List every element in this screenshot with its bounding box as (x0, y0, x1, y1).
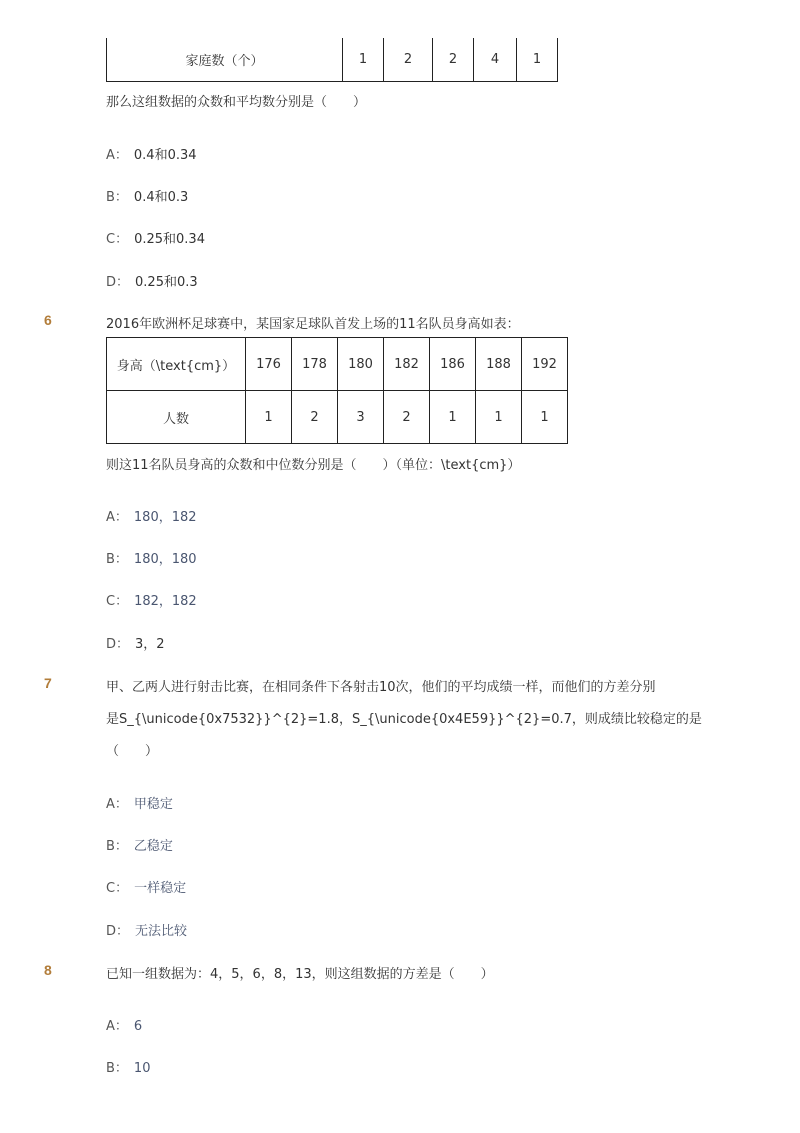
q7-option-c[interactable] (106, 877, 186, 896)
q5-table-label: 家庭数（个） (107, 38, 343, 81)
option-value: 180，180 (133, 552, 197, 567)
option-value: 180，182 (133, 510, 197, 525)
option-value: 182，182 (134, 594, 197, 609)
q7-option-d[interactable] (106, 920, 187, 939)
q6-option-a[interactable] (106, 506, 197, 525)
option-value: 甲稳定 (133, 797, 173, 812)
q6-option-c[interactable] (106, 590, 197, 609)
q5-table (106, 38, 558, 82)
q6-table-cell: 192 (522, 338, 568, 391)
q7-question-line-1: 甲、乙两人进行射击比赛，在相同条件下各射击10次，他们的平均成绩一样，而他们的方差分别 (106, 680, 656, 695)
q5-question-text: 那么这组数据的众数和平均数分别是（ ） (106, 95, 367, 110)
option-label: B： (106, 839, 128, 854)
q6-question-text-after: 则这11名队员身高的众数和中位数分别是（ ）（单位：\text{cm}） (106, 458, 521, 473)
option-value: 6 (133, 1019, 143, 1034)
option-label: D： (106, 275, 130, 290)
q6-table-cell: 182 (384, 338, 430, 391)
q6-table-row-label: 人数 (107, 391, 246, 444)
q6-table-header-label: 身高（\text{cm}） (107, 338, 246, 391)
option-value: 一样稳定 (134, 881, 187, 896)
q6-table-cell: 188 (476, 338, 522, 391)
q7-option-a[interactable] (106, 793, 173, 812)
option-value: 10 (133, 1061, 151, 1076)
q8-option-a[interactable] (106, 1015, 142, 1034)
q6-table-cell: 186 (430, 338, 476, 391)
question-number: 8 (44, 962, 52, 978)
q6-table-cell: 1 (430, 391, 476, 444)
option-label: D： (106, 924, 130, 939)
q6-option-d[interactable] (106, 633, 165, 652)
q6-table-cell: 180 (338, 338, 384, 391)
q6-table-cell: 2 (292, 391, 338, 444)
q6-table (106, 337, 568, 444)
option-label: C： (106, 232, 129, 247)
q5-table-cell: 1 (517, 38, 558, 81)
option-value: 无法比较 (135, 924, 188, 939)
option-label: A： (106, 1019, 128, 1034)
q5-table-cell: 1 (343, 38, 384, 81)
q5-option-c[interactable] (106, 228, 205, 247)
option-label: D： (106, 637, 130, 652)
option-label: B： (106, 190, 128, 205)
q6-table-cell: 178 (292, 338, 338, 391)
q5-table-cell: 4 (474, 38, 517, 81)
q6-table-cell: 1 (522, 391, 568, 444)
q6-question-text: 2016年欧洲杯足球赛中，某国家足球队首发上场的11名队员身高如表： (106, 317, 520, 332)
option-label: B： (106, 1061, 128, 1076)
option-value: 0.4和0.34 (133, 148, 197, 163)
q7-question-line-3: （ ） (106, 744, 159, 759)
option-label: A： (106, 797, 128, 812)
q8-option-b[interactable] (106, 1057, 150, 1076)
q5-option-b[interactable] (106, 186, 188, 205)
option-label: A： (106, 510, 128, 525)
q5-table-cell: 2 (433, 38, 474, 81)
option-value: 0.4和0.3 (133, 190, 189, 205)
q5-option-a[interactable] (106, 144, 197, 163)
option-label: B： (106, 552, 128, 567)
q7-question-line-2: 是S_{\unicode{0x7532}}^{2}=1.8，S_{\unicode{0x4E59}}^{2}=0.7，则成绩比较稳定的是 (106, 712, 702, 727)
option-value: 3，2 (135, 637, 165, 652)
q5-table-cell: 2 (384, 38, 433, 81)
option-label: A： (106, 148, 128, 163)
q8-question-text: 已知一组数据为：4，5，6，8，13，则这组数据的方差是（ ） (106, 967, 494, 982)
q6-table-cell: 2 (384, 391, 430, 444)
q7-option-b[interactable] (106, 835, 173, 854)
option-label: C： (106, 594, 129, 609)
q6-table-cell: 1 (476, 391, 522, 444)
q6-table-cell: 176 (246, 338, 292, 391)
q6-table-cell: 3 (338, 391, 384, 444)
q6-option-b[interactable] (106, 548, 197, 567)
question-number: 6 (44, 312, 52, 328)
option-value: 乙稳定 (133, 839, 173, 854)
option-label: C： (106, 881, 129, 896)
option-value: 0.25和0.34 (134, 232, 205, 247)
q5-option-d[interactable] (106, 271, 198, 290)
question-number: 7 (44, 675, 52, 691)
option-value: 0.25和0.3 (135, 275, 198, 290)
q6-table-cell: 1 (246, 391, 292, 444)
